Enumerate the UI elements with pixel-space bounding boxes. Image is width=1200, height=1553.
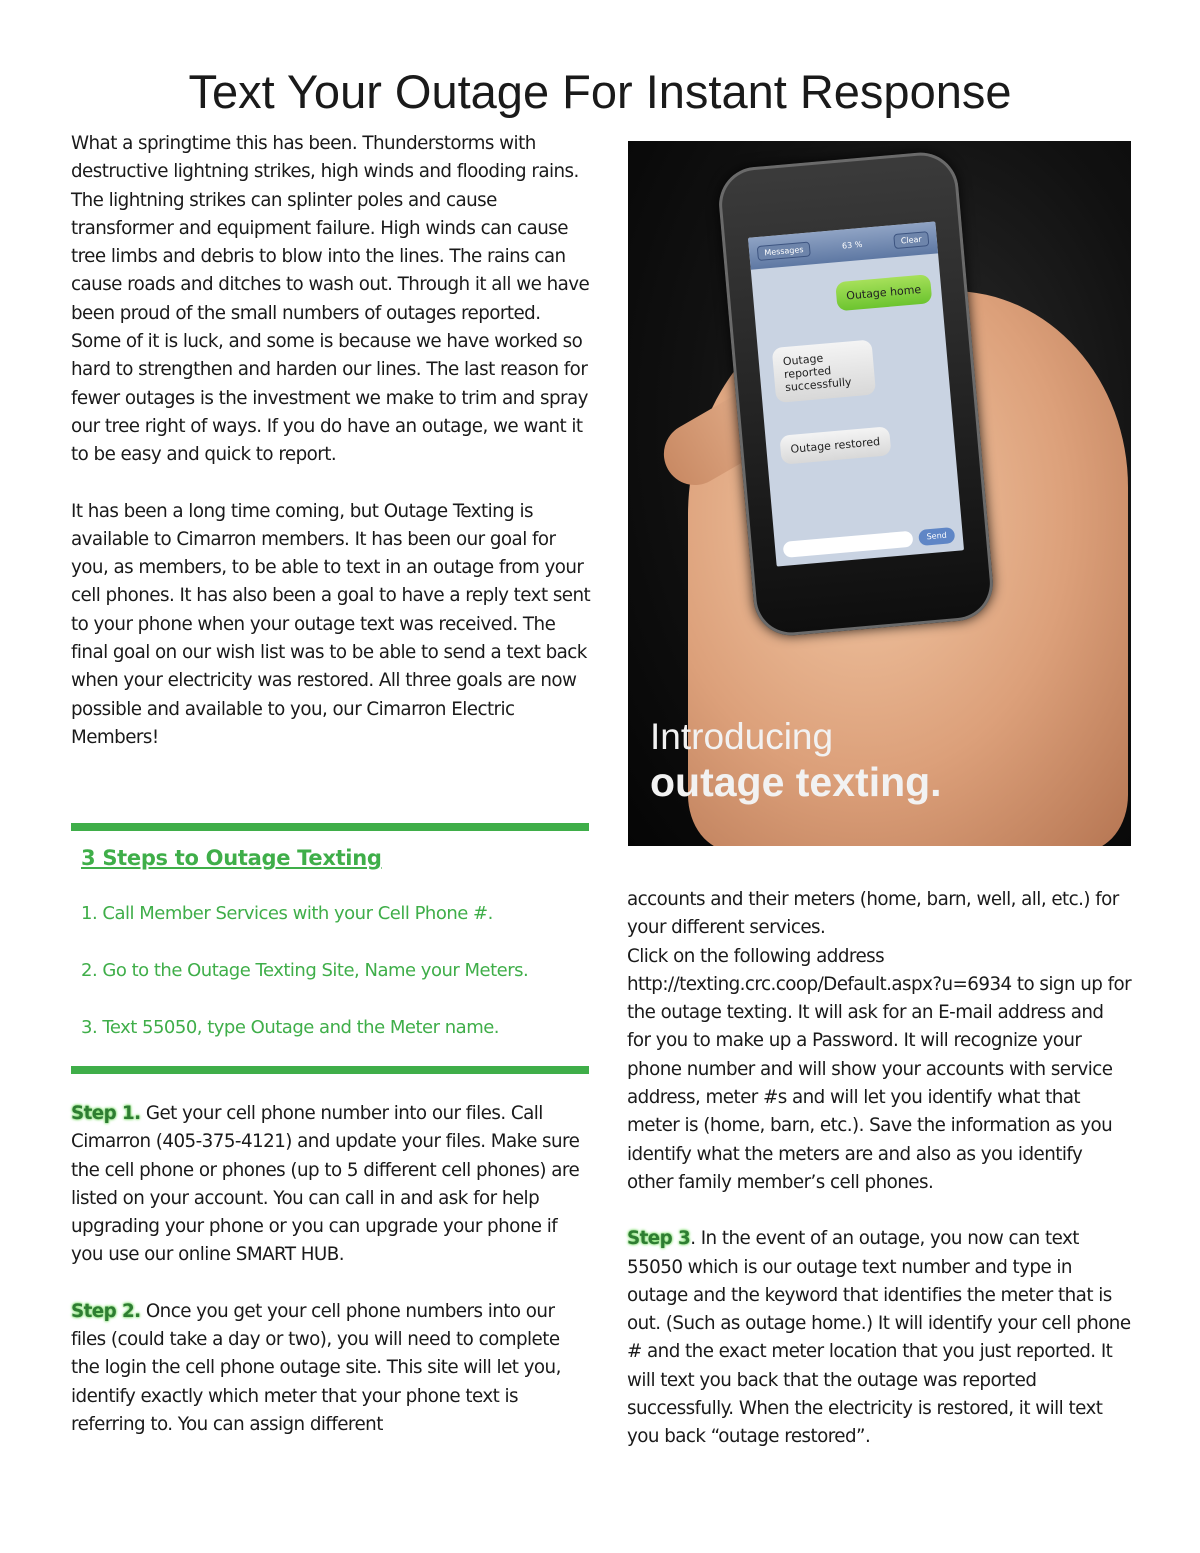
reply-message-bubble: Outage reported successfully: [772, 339, 876, 403]
steps-list-item: 1. Call Member Services with your Cell Phone #.: [81, 903, 493, 924]
clear-button: Clear: [893, 231, 929, 249]
message-input: [783, 531, 914, 558]
phone-illustration: [716, 149, 996, 638]
step-1-paragraph: [71, 1100, 591, 1270]
caption-line-1: Introducing: [650, 716, 834, 757]
intro-section: [71, 130, 591, 752]
green-divider-top: [71, 823, 589, 831]
caption-line-2: outage texting.: [650, 759, 942, 805]
steps-box: [81, 842, 601, 1042]
sent-message-bubble: Outage home: [835, 274, 932, 311]
step-1-text: Get your cell phone number into our files. Call Cimarron (405-375-4121) and update your files. Make sure the cell phone or phones (up to 5 different cell phones) are listed on your account. You can call in and ask for help upgrading your phone or you can upgrade your phone if you use our online SMART HUB.: [71, 1103, 580, 1266]
step-2-label: Step 2.: [71, 1300, 141, 1322]
steps-list-item: 2. Go to the Outage Texting Site, Name your Meters.: [81, 960, 529, 981]
send-button: Send: [918, 527, 955, 546]
photo-caption: [650, 715, 942, 805]
right-column: [627, 886, 1132, 1452]
green-divider-bottom: [71, 1066, 589, 1074]
step-1-label: Step 1.: [71, 1103, 141, 1124]
steps-heading: 3 Steps to Outage Texting: [81, 846, 382, 870]
page-title: Text Your Outage For Instant Response: [188, 65, 1012, 118]
step-3-text: . In the event of an outage, you now can text 55050 which is our outage text number and type in outage and the keyword that identifies the meter that is out. (Such as outage home.) It will identify your cell phone # and the exact meter location that you just reported. It will text you back that the outage was reported successfully. When the electricity is restored, it will text you back “outage restored”.: [627, 1228, 1131, 1448]
step-2-paragraph: [71, 1298, 591, 1439]
step-2-instructions: Click on the following address http://texting.crc.coop/Default.aspx?u=6934 to sign up for the outage texting. It will ask for an E-mail address and for you to make up a Password. It will recognize your phone number and will show your accounts with service address, meter #s and will let you identify what that meter is (home, barn, etc.). Save the information as you identify what the meters are and also as you identify other family member’s cell phones.: [627, 945, 1132, 1193]
intro-paragraph-2: It has been a long time coming, but Outage Texting is available to Cimarron members. It has been our goal for you, as members, to be able to text in an outage from your cell phones. It has also been a goal to have a reply text sent to your phone when your outage text was received. The final goal on our wish list was to be able to send a text back when your electricity was restored. All three goals are now possible and available to you, our Cimarron Electric Members!: [71, 500, 591, 748]
step-3-paragraph: [627, 1225, 1132, 1451]
battery-status: 63 %: [841, 239, 863, 251]
steps-list: [81, 900, 601, 1042]
messages-button: Messages: [757, 241, 811, 261]
phone-screen: [748, 221, 964, 566]
step-3-label: Step 3: [627, 1228, 691, 1250]
outage-texting-photo: [628, 141, 1131, 846]
screen-nav-bar: [748, 221, 938, 269]
step-2-text: Once you get your cell phone numbers into our files (could take a day or two), you will need to complete the login the cell phone outage site. This site will let you, identify exactly which meter that your phone text is referring to. You can assign different: [71, 1300, 561, 1435]
step-2-continued: accounts and their meters (home, barn, well, all, etc.) for your different services.: [627, 889, 1119, 939]
left-steps-section: [71, 1100, 591, 1439]
steps-list-item: 3. Text 55050, type Outage and the Meter name.: [81, 1017, 500, 1038]
restored-message-bubble: Outage restored: [779, 426, 891, 464]
intro-paragraph-1: What a springtime this has been. Thunderstorms with destructive lightning strikes, high winds and flooding rains. The lightning strikes can splinter poles and cause transformer and equipment failure. High winds can cause tree limbs and debris to blow into the lines. The rains can cause roads and ditches to wash out. Through it all we have been proud of the small numbers of outages reported. Some of it is luck, and some is because we have worked so hard to strengthen and harden our lines. The last reason for fewer outages is the investment we make to trim and spray our tree right of ways. If you do have an outage, we want it to be easy and quick to report.: [71, 133, 590, 466]
